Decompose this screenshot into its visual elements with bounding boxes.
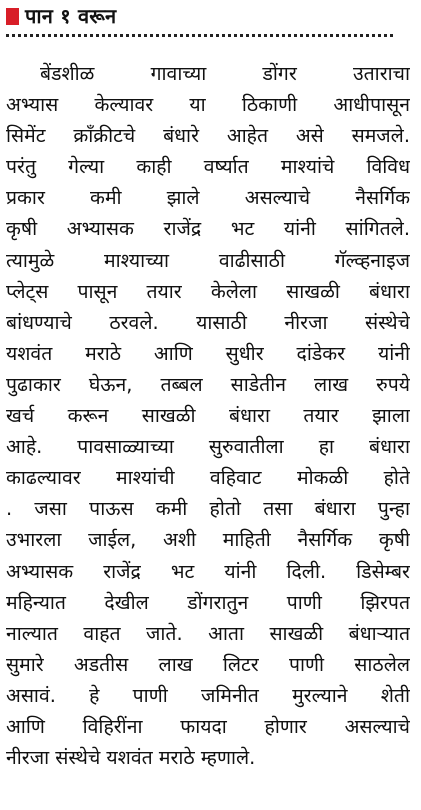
dotted-divider: [6, 34, 393, 37]
article-line: सिमेंट क्राँक्रीटचे बंधारे आहेत असे समजले.: [6, 124, 410, 148]
red-square-marker: [6, 8, 19, 25]
article-line: महिन्यात देखील डोंगरातुन पाणी झिरपत: [6, 590, 410, 614]
article-line: नीरजा संस्थेचे यशवंत मराठे म्हणाले.: [6, 746, 256, 770]
section-header: [6, 4, 116, 28]
article-line: कृषी अभ्यासक राजेंद्र भट यांनी सांगितले.: [6, 217, 410, 241]
article-line: बेंडशीळ गावाच्या डोंगर उताराचा: [40, 62, 410, 85]
article-line: यशवंत मराठे आणि सुधीर दांडेकर यांनी: [6, 341, 410, 365]
article-line: आहे. पावसाळ्याच्या सुरुवातीला हा बंधारा: [6, 435, 410, 459]
article-line: उभारला जाईल, अशी माहिती नैसर्गिक कृषी: [6, 528, 410, 552]
article-line: सुमारे अडतीस लाख लिटर पाणी साठलेल: [6, 652, 410, 676]
article-line: त्यामुळे माश्याच्या वाढीसाठी गॅल्व्हनाइज: [6, 248, 410, 272]
article-line: अभ्यासक राजेंद्र भट यांनी दिली. डिसेम्बर: [6, 559, 410, 583]
continued-from-page-label: पान १ वरून: [25, 4, 117, 28]
article-line: प्लेट्स पासून तयार केलेला साखळी बंधारा: [6, 279, 410, 303]
article-line: आणि विहिरींना फायदा होणार असल्याचे: [6, 714, 410, 738]
article-line: पुढाकार घेऊन, तब्बल साडेतीन लाख रुपये: [6, 372, 410, 396]
article-line: बांधण्याचे ठरवले. यासाठी नीरजा संस्थेचे: [6, 310, 410, 334]
article-body: [6, 58, 410, 773]
article-line: परंतु गेल्या काही वर्ष्यात माश्यांचे विविध: [6, 155, 410, 179]
article-line: खर्च करून साखळी बंधारा तयार झाला: [6, 404, 410, 428]
article-line: प्रकार कमी झाले असल्याचे नैसर्गिक: [6, 186, 410, 210]
article-line: काढल्यावर माश्यांची वहिवाट मोकळी होते: [6, 466, 410, 490]
article-line: अभ्यास केल्यावर या ठिकाणी आधीपासून: [6, 93, 410, 117]
article-line: . जसा पाऊस कमी होतो तसा बंधारा पुन्हा: [6, 497, 410, 521]
article-line: असावं. हे पाणी जमिनीत मुरल्याने शेती: [6, 683, 410, 707]
article-line: नाल्यात वाहत जाते. आता साखळी बंधाऱ्यात: [6, 621, 410, 645]
